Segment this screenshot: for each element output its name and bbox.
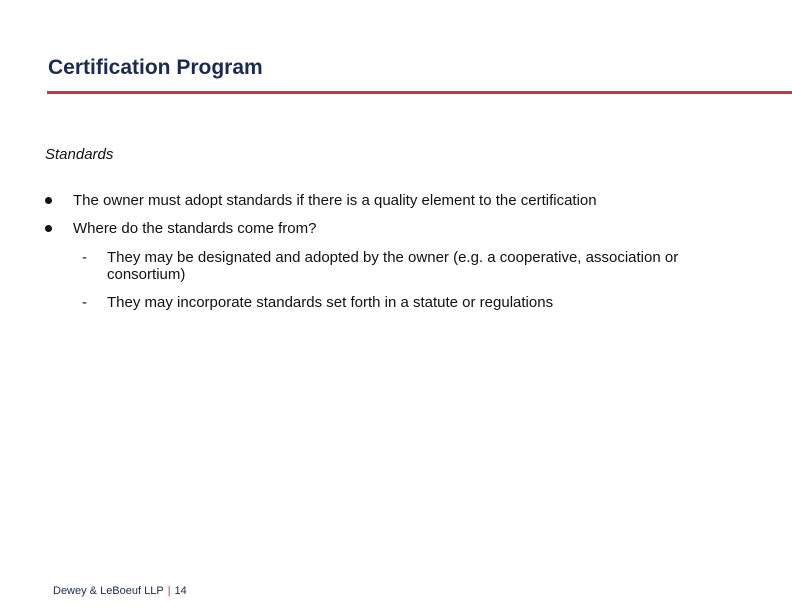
footer-firm-name: Dewey & LeBoeuf LLP <box>53 585 164 597</box>
footer <box>53 585 187 597</box>
footer-separator: | <box>167 585 171 597</box>
sub-bullet-marker: - <box>82 249 87 266</box>
title-rule <box>47 91 792 94</box>
bullet-dot-icon <box>45 197 52 204</box>
bullet-text: Where do the standards come from? <box>73 220 317 237</box>
section-heading: Standards <box>45 146 114 163</box>
bullet-dot-icon <box>45 225 52 232</box>
bullet-text: The owner must adopt standards if there is a quality element to the certification <box>73 192 597 209</box>
sub-bullet-text: They may incorporate standards set forth in a statute or regulations <box>107 294 554 311</box>
footer-page-number: 14 <box>174 585 187 597</box>
slide-title: Certification Program <box>48 56 263 79</box>
sub-bullet-text: They may be designated and adopted by the owner (e.g. a cooperative, association or consortium) <box>107 249 679 283</box>
sub-bullet-marker: - <box>82 294 87 311</box>
